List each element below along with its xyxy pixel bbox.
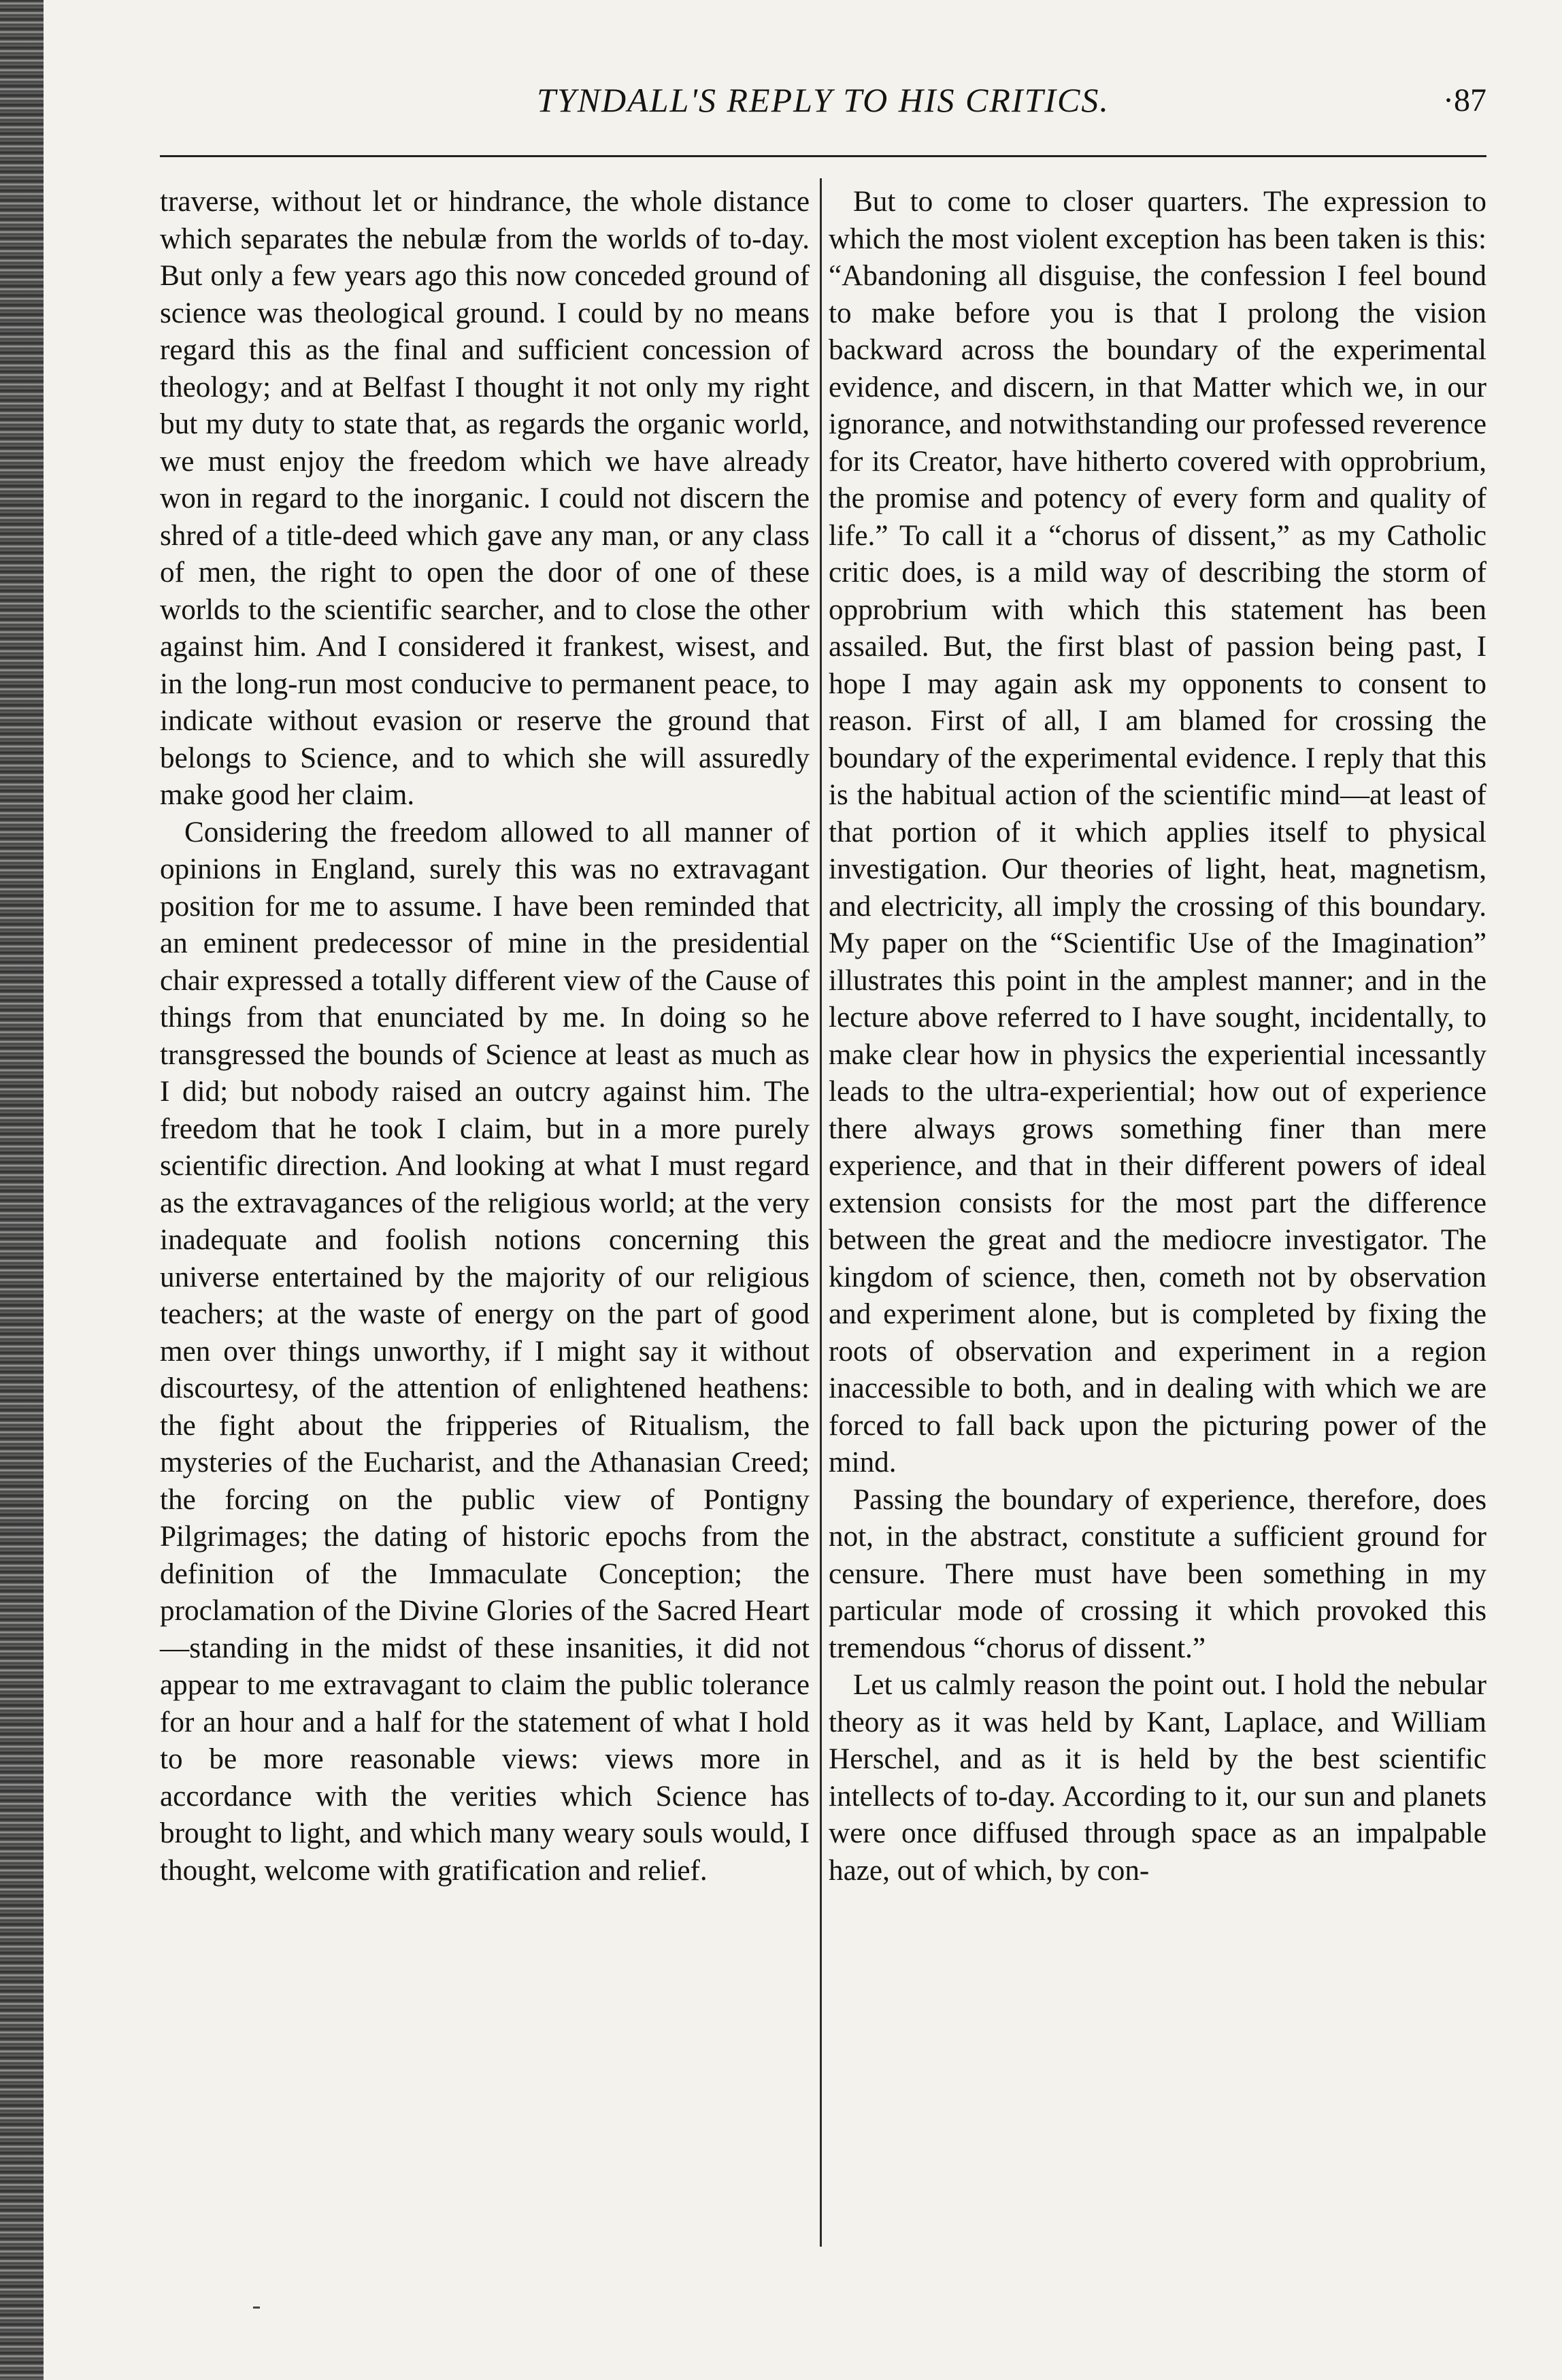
left-column — [160, 184, 810, 1889]
header-rule — [160, 155, 1486, 157]
paragraph: traverse, without let or hindrance, the whole distance which separates the nebulæ from the worlds of to-day. But only a few years ago this now conceded ground of science was theological ground. I could by no means regard this as the final and sufficient concession of theology; and at Belfast I thought it not only my right but my duty to state that, as regards the organic world, we must enjoy the freedom which we have already won in regard to the inorganic. I could not discern the shred of a title-deed which gave any man, or any class of men, the right to open the door of one of these worlds to the scientific searcher, and to close the other against him. And I considered it frankest, wisest, and in the long-run most conducive to permanent peace, to indicate without evasion or reserve the ground that belongs to Science, and to which she will assuredly make good her claim. — [160, 186, 810, 811]
scanned-binding-edge — [0, 0, 44, 2380]
page-header — [160, 80, 1486, 142]
paragraph: Considering the freedom allowed to all manner of opinions in England, surely this was no extravagant position for me to assume. I have been reminded that an eminent predecessor of mine in the presidential chair expressed a totally different view of the Cause of things from that enunciated by me. In doing so he transgressed the bounds of Science at least as much as I did; but nobody raised an outcry against him. The freedom that he took I claim, but in a more purely scientific direction. And looking at what I must regard as the extravagances of the religious world; at the very inadequate and foolish notions concerning this universe entertained by the majority of our religious teachers; at the waste of energy on the part of good men over things unworthy, if I might say it without discourtesy, of the attention of enlightened heathens: the fight about the fripperies of Ritualism, the mysteries of the Eucharist, and the Athanasian Creed; the forcing on the public view of Pontigny Pilgrimages; the dating of historic epochs from the definition of the Immaculate Conception; the proclamation of the Divine Glories of the Sacred Heart—standing in the midst of these insanities, it did not appear to me extravagant to claim the public tolerance for an hour and a half for the statement of what I hold to be more reasonable views: views more in accordance with the verities which Science has brought to light, and which many weary souls would, I thought, welcome with gratification and relief. — [160, 816, 810, 1887]
page-number: ·87 — [1443, 82, 1486, 118]
column-divider — [820, 178, 822, 2247]
running-title: TYNDALL'S REPLY TO HIS CRITICS. — [537, 81, 1110, 119]
paragraph: Let us calmly reason the point out. I hold the nebular theory as it was held by Kant, Laplace, and William Herschel, and as it is held by the best scientific intellects of to-day. According to it, our sun and planets were once diffused through space as an impalpable haze, out of which, by con- — [829, 1669, 1486, 1887]
right-column — [829, 184, 1486, 1889]
footer-mark — [253, 2307, 260, 2309]
paragraph: But to come to closer quarters. The expression to which the most violent exception has been taken is this: “Abandoning all disguise, the confession I feel bound to make before you is that I prolong the vision backward across the boundary of the experimental evidence, and discern, in that Matter which we, in our ignorance, and notwithstanding our professed reverence for its Creator, have hitherto covered with opprobrium, the promise and potency of every form and quality of life.” To call it a “chorus of dissent,” as my Catholic critic does, is a mild way of describing the storm of opprobrium with which this statement has been assailed. But, the first blast of passion being past, I hope I may again ask my opponents to consent to reason. First of all, I am blamed for crossing the boundary of the experimental evidence. I reply that this is the habitual action of the scientific mind—at least of that portion of it which applies itself to physical investigation. Our theories of light, heat, magnetism, and electricity, all imply the crossing of this boundary. My paper on the “Scientific Use of the Imagination” illustrates this point in the amplest manner; and in the lecture above referred to I have sought, incidentally, to make clear how in physics the experiential incessantly leads to the ultra-experiential; how out of experience there always grows something finer than mere experience, and that in their different powers of ideal extension consists for the most part the difference between the great and the mediocre investigator. The kingdom of science, then, cometh not by observation and experiment alone, but is completed by fixing the roots of observation and experiment in a region inaccessible to both, and in dealing with which we are forced to fall back upon the picturing power of the mind. — [829, 186, 1486, 1478]
paragraph: Passing the boundary of experience, therefore, does not, in the abstract, constitute a sufficient ground for censure. There must have been something in my particular mode of crossing it which provoked this tremendous “chorus of dissent.” — [829, 1483, 1486, 1664]
